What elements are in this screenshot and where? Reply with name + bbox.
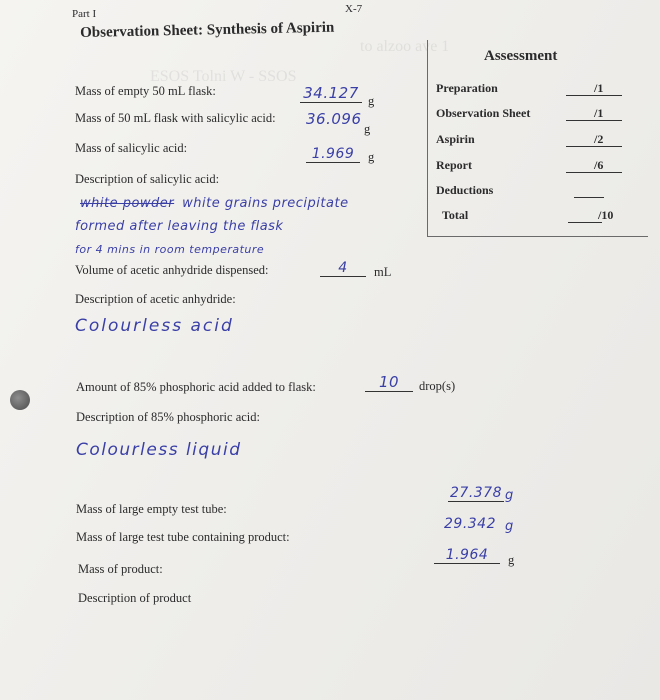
field-label: Mass of empty 50 mL flask: xyxy=(75,84,216,98)
binder-hole xyxy=(10,390,30,410)
handwritten-description: Colourless liquid xyxy=(76,440,242,460)
assessment-row-score: /1 xyxy=(594,106,604,120)
part-label: Part I xyxy=(72,8,97,20)
score-line xyxy=(568,222,602,223)
assessment-row-label: Observation Sheet xyxy=(436,106,531,120)
assessment-row-label: Report xyxy=(436,158,472,172)
handwritten-value: 1.964 xyxy=(434,547,500,564)
field-label: Description of salicylic acid: xyxy=(75,172,220,186)
unit-label: g xyxy=(368,150,375,164)
field-label: Mass of product: xyxy=(78,562,163,576)
assessment-row-score: /2 xyxy=(594,132,604,146)
crossed-out-text: white powder xyxy=(80,196,175,211)
field-label: Volume of acetic anhydride dispensed: xyxy=(75,263,269,277)
field-label: Mass of salicylic acid: xyxy=(75,141,188,155)
handwritten-description: formed after leaving the flask xyxy=(75,219,284,234)
field-label: Mass of 50 mL flask with salicylic acid: xyxy=(75,111,276,125)
handwritten-value: 4 xyxy=(320,260,366,277)
bleed-through-mark: ESOS Tolni W - SSOS xyxy=(150,68,297,85)
field-label: Description of product xyxy=(78,591,192,605)
handwritten-description: Colourless acid xyxy=(75,316,234,336)
page-title: Observation Sheet: Synthesis of Aspirin xyxy=(80,19,335,41)
assessment-row-score: /1 xyxy=(594,81,604,95)
unit-label: g xyxy=(505,519,514,534)
unit-label: drop(s) xyxy=(419,379,456,393)
handwritten-value: 27.378 xyxy=(450,485,502,501)
assessment-title: Assessment xyxy=(484,48,558,64)
unit-label: g xyxy=(368,94,375,108)
assessment-row-label: Total xyxy=(442,208,469,222)
handwritten-value: 1.969 xyxy=(306,146,360,163)
field-label: Description of acetic anhydride: xyxy=(75,292,236,306)
field-label: Amount of 85% phosphoric acid added to flask: xyxy=(76,380,316,394)
handwritten-text: white grains precipitate xyxy=(182,196,349,211)
unit-label: mL xyxy=(374,265,392,279)
handwritten-description xyxy=(80,196,420,211)
field-label: Mass of large empty test tube: xyxy=(76,502,227,516)
assessment-row-label: Deductions xyxy=(436,183,494,197)
handwritten-value: 36.096 xyxy=(306,110,362,128)
unit-label: g xyxy=(505,488,514,503)
assessment-row-label: Preparation xyxy=(436,81,498,95)
unit-label: g xyxy=(364,122,371,136)
assessment-row-score: /6 xyxy=(594,158,604,172)
handwritten-value: 34.127 xyxy=(300,84,362,103)
handwritten-value: 10 xyxy=(365,373,413,392)
field-label: Description of 85% phosphoric acid: xyxy=(76,410,260,424)
score-line xyxy=(574,197,604,198)
field-label: Mass of large test tube containing product: xyxy=(76,530,290,544)
unit-label: g xyxy=(508,553,515,567)
bleed-through-mark: to alzoo ave 1 xyxy=(360,38,450,55)
assessment-row-score: /10 xyxy=(598,208,614,222)
assessment-box xyxy=(427,40,648,237)
handwritten-value: 29.342 xyxy=(444,516,496,532)
handwritten-description: for 4 mins in room temperature xyxy=(75,243,265,256)
assessment-row-label: Aspirin xyxy=(436,132,475,146)
page-number: X-7 xyxy=(345,3,363,15)
